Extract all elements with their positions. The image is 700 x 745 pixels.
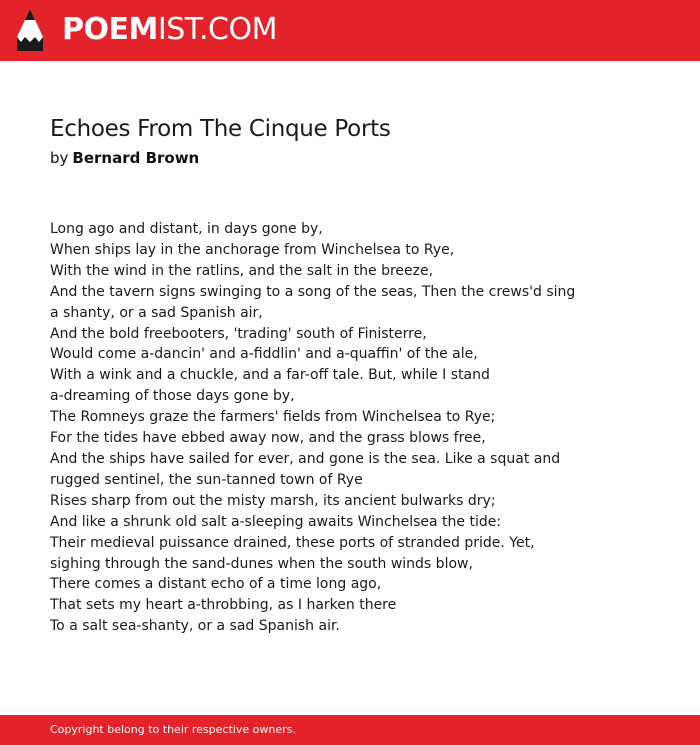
poem-line: There comes a distant echo of a time long ago, (50, 576, 382, 593)
poem-line: For the tides have ebbed away now, and the grass blows free, (50, 430, 486, 447)
poem-line: That sets my heart a-throbbing, as I harken there (50, 597, 397, 614)
site-header (0, 0, 700, 61)
poem-line: And the bold freebooters, 'trading' south of Finisterre, (50, 325, 427, 342)
poem-line: And the tavern signs swinging to a song of the seas, Then the crews'd sing (50, 283, 576, 300)
poem-line: Their medieval puissance drained, these ports of stranded pride. Yet, (50, 534, 535, 551)
poem-line: a-dreaming of those days gone by, (50, 388, 295, 405)
copyright-text: Copyright belong to their respective owners. (50, 723, 296, 736)
poem-line: a shanty, or a sad Spanish air, (50, 304, 263, 321)
site-logo[interactable] (62, 10, 277, 50)
poem-line: With a wink and a chuckle, and a far-off tale. But, while I stand (50, 367, 490, 384)
logo-text-bold: POEM (62, 12, 158, 47)
poem-line: Long ago and distant, in days gone by, (50, 221, 323, 237)
poem-line: Rises sharp from out the misty marsh, its ancient bulwarks dry; (50, 492, 496, 509)
author-name: Bernard Brown (72, 149, 200, 167)
logo-text-light: IST.COM (157, 12, 277, 47)
byline (50, 149, 199, 167)
poem-line: sighing through the sand-dunes when the south winds blow, (50, 555, 473, 572)
poem-line: The Romneys graze the farmers' fields from Winchelsea to Rye; (50, 409, 496, 426)
pencil-logo-icon[interactable] (17, 9, 43, 51)
site-footer (0, 715, 700, 745)
poem-line: And the ships have sailed for ever, and gone is the sea. Like a squat and (50, 450, 561, 467)
poem-body (50, 219, 576, 637)
poem-line: When ships lay in the anchorage from Winchelsea to Rye, (50, 241, 455, 258)
by-label: by (50, 149, 69, 167)
poem-line: Would come a-dancin' and a-fiddlin' and a-quaffin' of the ale, (50, 346, 478, 363)
poem-line: To a salt sea-shanty, or a sad Spanish air. (50, 618, 340, 635)
poem-line: And like a shrunk old salt a-sleeping awaits Winchelsea the tide: (50, 513, 502, 530)
poem-title: Echoes From The Cinque Ports (50, 116, 391, 142)
poem-line: With the wind in the ratlins, and the salt in the breeze, (50, 262, 434, 279)
poem-line: rugged sentinel, the sun-tanned town of Rye (50, 471, 363, 488)
